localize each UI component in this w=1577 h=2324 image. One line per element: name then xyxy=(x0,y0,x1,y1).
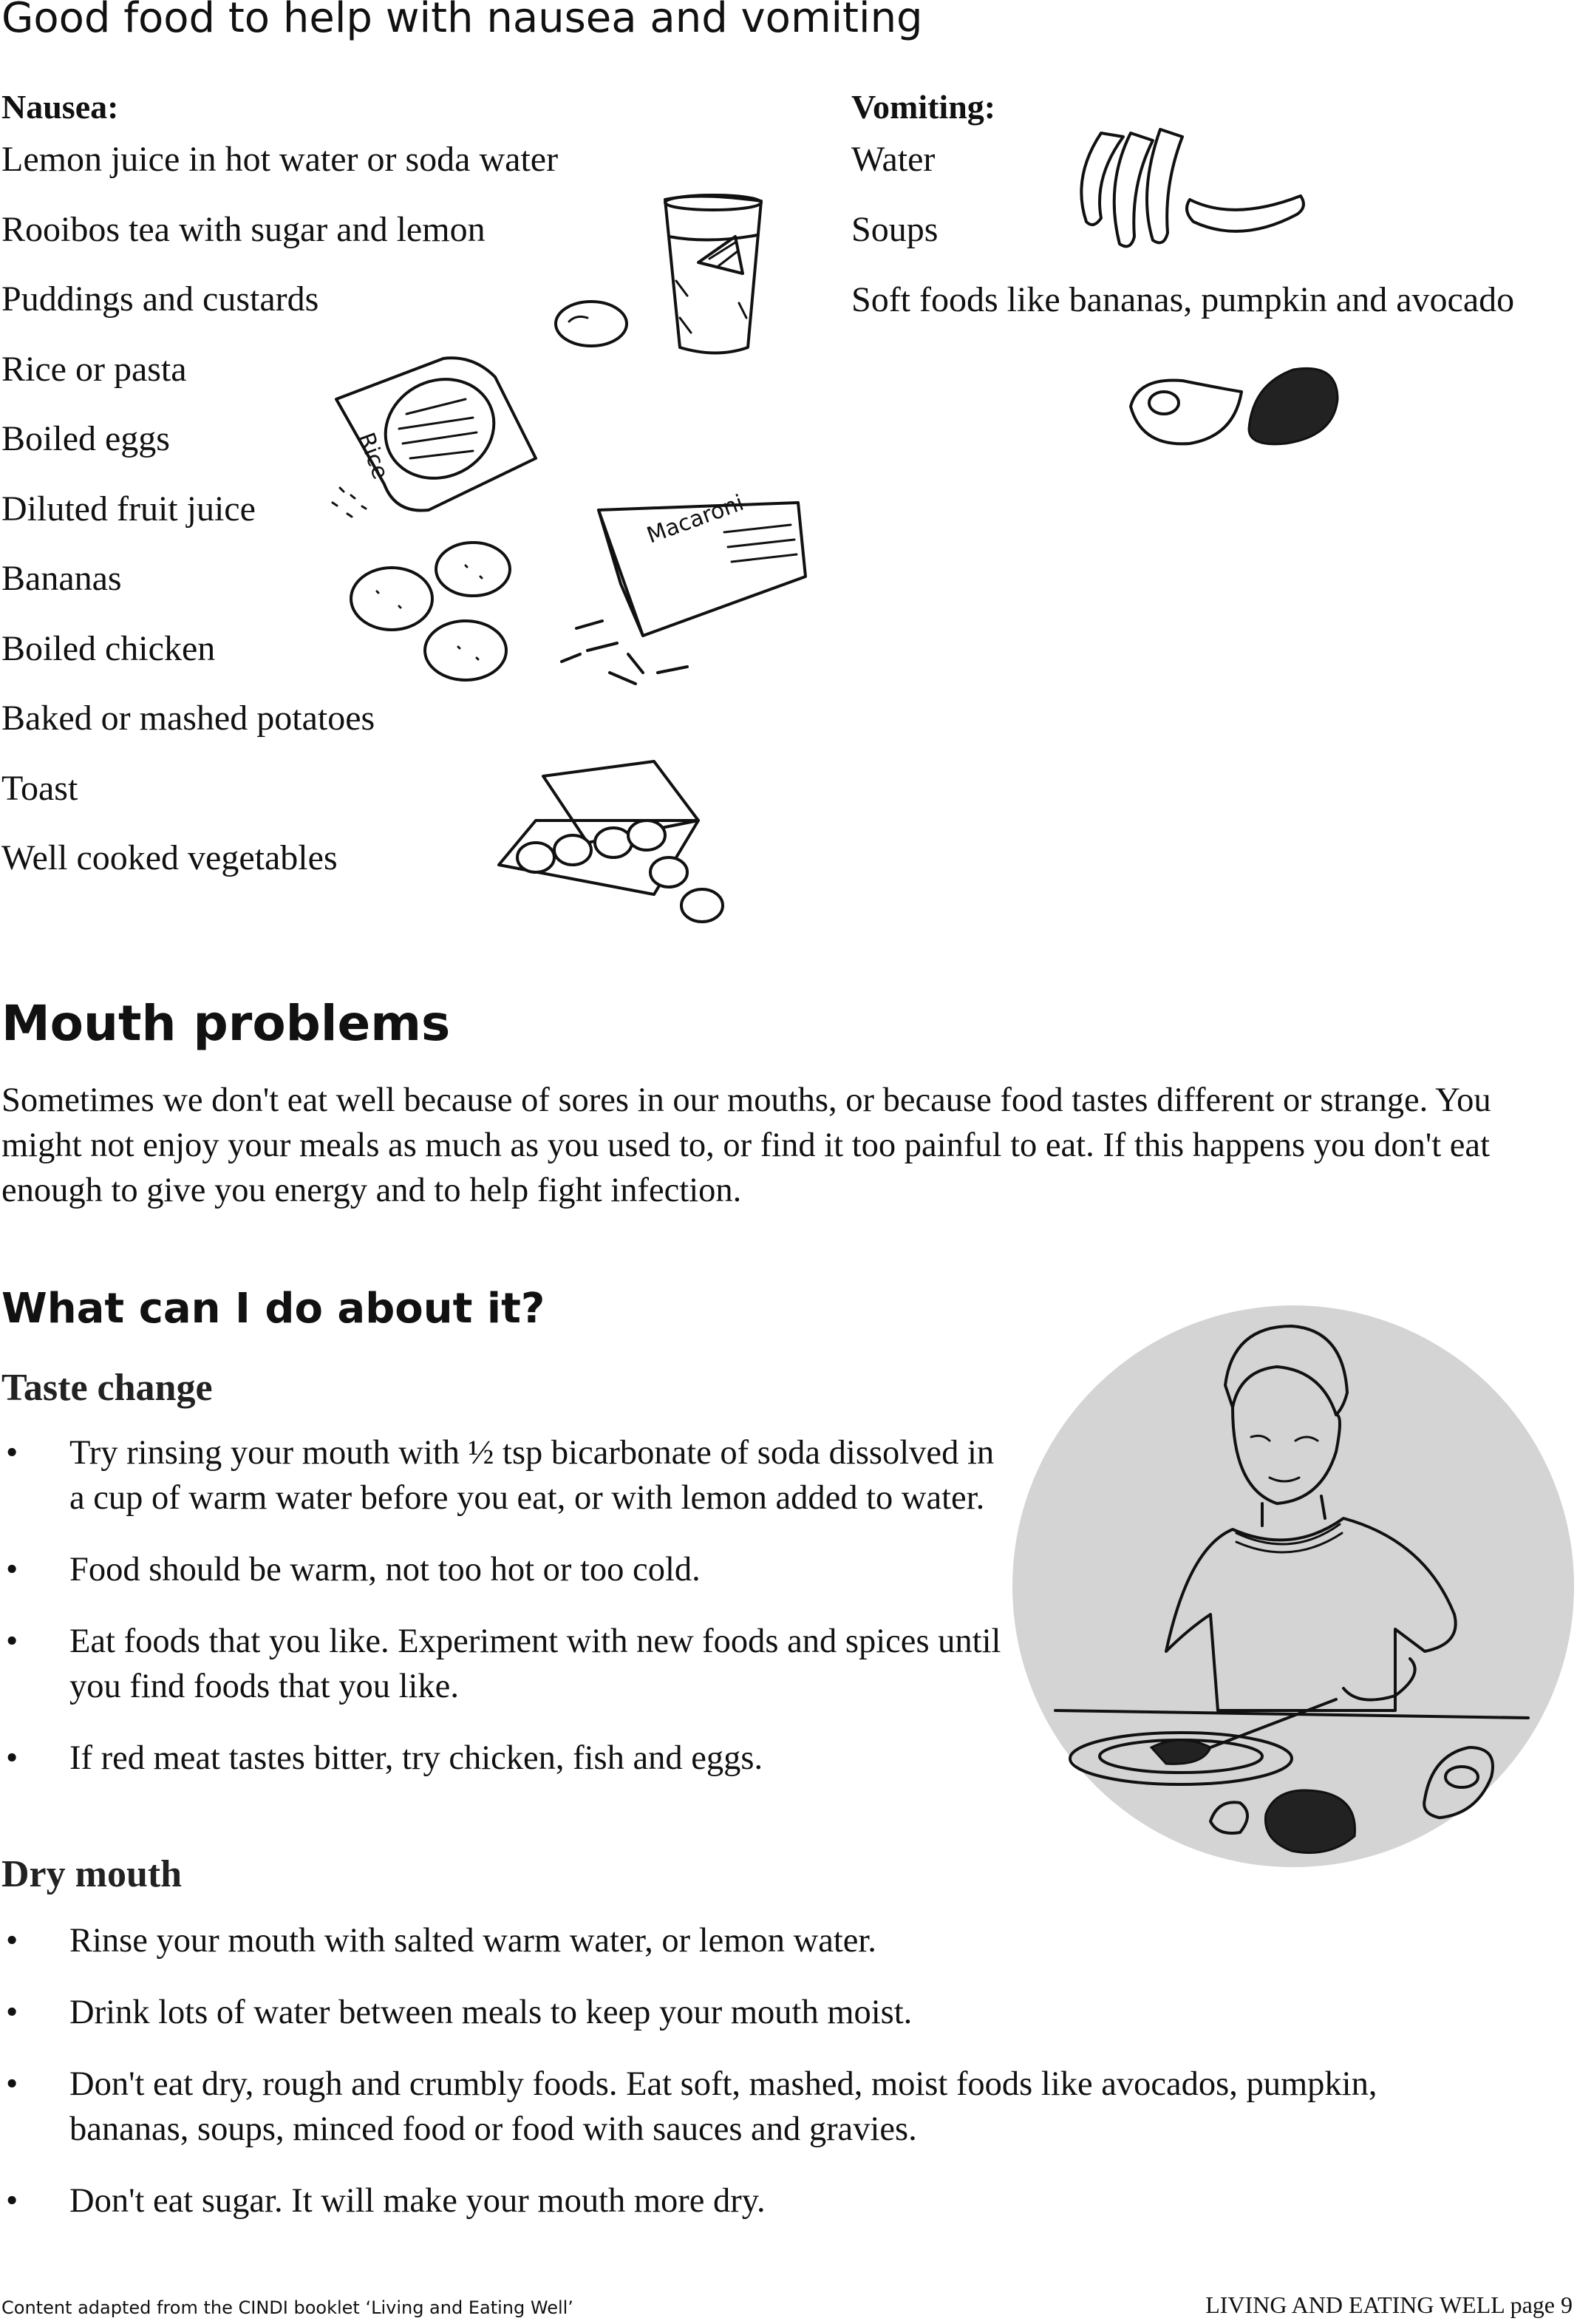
mouth-problems-intro: Sometimes we don't eat well because of sores in our mouths, or because food tastes different or strange. You might not enjoy your meals as much as you used to, or find it too painful to eat. If this happens you don't eat enough to give you energy and to help fight infection. xyxy=(1,1081,1491,1209)
list-item: Diluted fruit juice xyxy=(1,489,256,529)
what-can-i-do-heading: What can I do about it? xyxy=(1,1285,545,1333)
list-item xyxy=(0,2062,1493,2152)
list-item: Lemon juice in hot water or soda water xyxy=(1,140,559,179)
taste-change-list xyxy=(0,1430,1005,1807)
nausea-heading: Nausea: xyxy=(1,88,119,126)
list-item: Soft foods like bananas, pumpkin and avocado xyxy=(851,280,1515,319)
bullet-icon: • xyxy=(6,2182,18,2220)
list-item: Soups xyxy=(851,209,939,249)
dry-mouth-list xyxy=(0,1918,1493,2250)
mouth-problems-heading: Mouth problems xyxy=(1,995,451,1052)
bullet-icon: • xyxy=(6,2065,18,2103)
list-item xyxy=(0,1619,1005,1709)
list-item-text: Drink lots of water between meals to keep your mouth moist. xyxy=(69,1994,913,2031)
list-item: Baked or mashed potatoes xyxy=(1,699,375,738)
list-item: Water xyxy=(851,140,936,179)
rice-pack-label: Rice xyxy=(352,429,394,483)
list-item xyxy=(0,2178,1493,2223)
list-item-text: If red meat tastes bitter, try chicken, fish and eggs. xyxy=(69,1739,763,1777)
list-item: Well cooked vegetables xyxy=(1,838,338,877)
list-item: Boiled chicken xyxy=(1,628,216,668)
macaroni-box-image xyxy=(547,489,813,710)
list-item xyxy=(0,1547,1005,1592)
glass-of-lemon-water-image xyxy=(547,192,783,362)
list-item-text: Don't eat sugar. It will make your mouth more dry. xyxy=(69,2182,766,2220)
bullet-icon: • xyxy=(6,1922,18,1960)
list-item: Bananas xyxy=(1,559,122,598)
bullet-icon: • xyxy=(6,1623,18,1660)
potatoes-image xyxy=(347,540,525,687)
page-title: Good food to help with nausea and vomiting xyxy=(1,0,923,42)
egg-carton-image xyxy=(491,754,713,931)
vomiting-heading: Vomiting: xyxy=(851,88,996,126)
list-item: Boiled eggs xyxy=(1,419,170,458)
list-item xyxy=(0,1918,1493,1963)
list-item-text: Try rinsing your mouth with ½ tsp bicarbonate of soda dissolved in a cup of warm water before you eat, or with lemon added to water. xyxy=(69,1434,995,1517)
bullet-icon: • xyxy=(6,1551,18,1589)
rice-bag-image xyxy=(325,347,547,525)
bullet-icon: • xyxy=(6,1434,18,1472)
list-item-text: Don't eat dry, rough and crumbly foods. Eat soft, mashed, moist foods like avocados, pumpkin, bananas, soups, minced food or food with sauces and gravies. xyxy=(69,2065,1377,2148)
list-item: Rice or pasta xyxy=(1,349,187,389)
list-item-text: Food should be warm, not too hot or too cold. xyxy=(69,1551,701,1589)
list-item: Toast xyxy=(1,768,78,808)
woman-eating-illustration xyxy=(1011,1304,1576,1869)
bullet-icon: • xyxy=(6,1739,18,1777)
footer-source: Content adapted from the CINDI booklet ‘Living and Eating Well’ xyxy=(1,2297,573,2318)
dry-mouth-heading: Dry mouth xyxy=(1,1853,183,1895)
list-item xyxy=(0,1990,1493,2035)
list-item-text: Rinse your mouth with salted warm water, or lemon water. xyxy=(69,1922,876,1960)
list-item xyxy=(0,1736,1005,1781)
macaroni-box-label: Macaroni xyxy=(643,489,748,549)
bullet-icon: • xyxy=(6,1994,18,2031)
avocado-image xyxy=(1123,362,1345,458)
taste-change-heading: Taste change xyxy=(1,1367,213,1409)
list-item xyxy=(0,1430,1005,1521)
bananas-image xyxy=(1064,118,1315,266)
list-item: Rooibos tea with sugar and lemon xyxy=(1,209,486,249)
list-item-text: Eat foods that you like. Experiment with new foods and spices until you find foods that you like. xyxy=(69,1623,1001,1705)
list-item: Puddings and custards xyxy=(1,279,319,319)
footer-page-label: LIVING AND EATING WELL page 9 xyxy=(1205,2291,1573,2318)
